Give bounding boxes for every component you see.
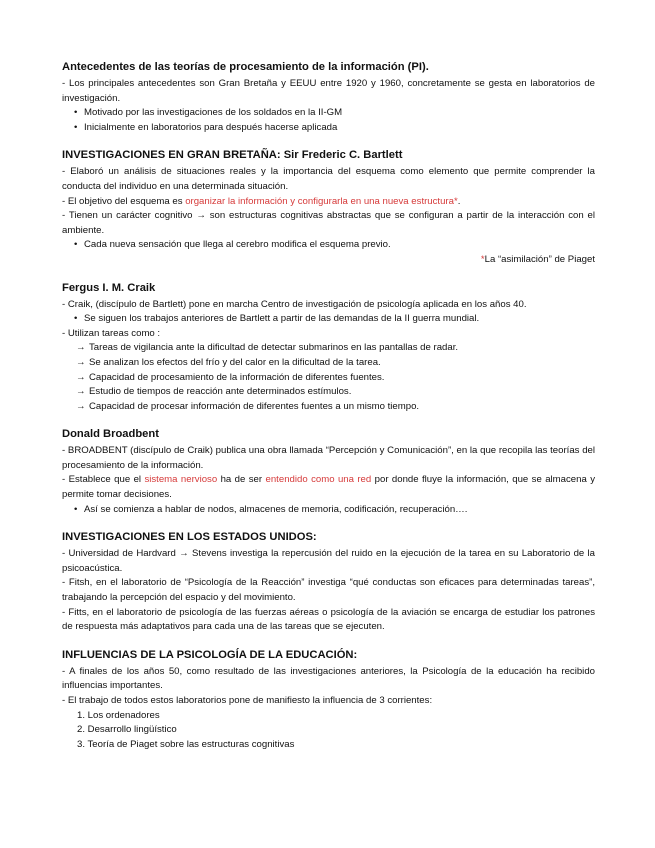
section-educacion — [62, 648, 595, 753]
section-title: INVESTIGACIONES EN GRAN BRETAÑA: Sir Frederic C. Bartlett — [62, 149, 403, 162]
section-estados-unidos — [62, 530, 595, 635]
arrow-icon: → — [76, 356, 86, 368]
bullet-item: • Motivado por las investigaciones de los soldados en la II-GM — [74, 106, 595, 121]
arrow-icon: → — [76, 371, 86, 383]
numbered-item: 2. Desarrollo lingüístico — [77, 724, 177, 736]
section-title: Antecedentes de las teorías de procesamiento de la información (PI). — [62, 61, 429, 73]
footnote: *La “asimilación” de Piaget — [480, 253, 595, 265]
arrow-item: → Capacidad de procesamiento de la información de diferentes fuentes. — [76, 371, 595, 386]
section-gran-bretana — [62, 148, 595, 267]
highlight-text: organizar la información y configurarla en una nueva estructura* — [185, 195, 458, 207]
bullet-list — [62, 312, 595, 327]
paragraph: - Universidad de Hardvard → Stevens investiga la repercusión del ruido en la ejecución de la tarea en su Laboratorio de la psicoacústica. — [62, 548, 595, 574]
paragraph: - Utilizan tareas como : — [62, 327, 161, 339]
bullet-item: • Cada nueva sensación que llega al cerebro modifica el esquema previo. — [74, 238, 595, 253]
arrow-icon: → — [76, 400, 86, 412]
bullet-list — [62, 503, 595, 518]
arrow-list — [62, 341, 595, 414]
paragraph: - El objetivo del esquema es organizar la información y configurarla en una nueva estructura*. — [62, 195, 461, 207]
paragraph: - Elaboró un análisis de situaciones reales y la importancia del esquema como elemento que permite comprender la conducta del individuo en una determinada situación. — [62, 166, 595, 192]
arrow-item: → Se analizan los efectos del frío y del calor en la dificultad de la tarea. — [76, 356, 595, 371]
section-antecedentes — [62, 60, 595, 135]
footnote-star: * — [480, 253, 485, 265]
numbered-item: 3. Teoría de Piaget sobre las estructuras cognitivas — [77, 738, 295, 750]
paragraph: - Establece que el sistema nervioso ha de ser entendido como una red por donde fluye la información, que se almacena y permite tomar decisiones. — [62, 474, 595, 501]
arrow-icon: → — [76, 386, 86, 398]
section-title: INVESTIGACIONES EN LOS ESTADOS UNIDOS: — [62, 531, 317, 544]
paragraph: - Los principales antecedentes son Gran Bretaña y EEUU entre 1920 y 1960, concretamente se gesta en laboratorios de investigación. — [62, 78, 595, 104]
document-page — [62, 60, 595, 765]
section-broadbent — [62, 427, 595, 517]
section-title: INFLUENCIAS DE LA PSICOLOGÍA DE LA EDUCACIÓN: — [62, 648, 358, 661]
paragraph: - A finales de los años 50, como resultado de las investigaciones anteriores, la Psicología de la educación ha recibido influencias importantes. — [62, 665, 595, 692]
bullet-item: • Se siguen los trabajos anteriores de Bartlett a partir de las demandas de la II guerra mundial. — [74, 312, 595, 327]
paragraph: - Fitsh, en el laboratorio de “Psicología de la Reacción” investiga “qué conductas son eficaces para determinadas tareas”, trabajando la percepción del espacio y del movimiento. — [62, 577, 595, 604]
bullet-item: • Así se comienza a hablar de nodos, almacenes de memoria, codificación, recuperación…. — [74, 503, 595, 518]
paragraph: - BROADBENT (discípulo de Craik) publica una obra llamada “Percepción y Comunicación”, en la que recopila las teorías del procesamiento de la información. — [62, 445, 595, 471]
section-title: Donald Broadbent — [62, 428, 159, 441]
bullet-list — [62, 106, 595, 135]
section-title: Fergus I. M. Craik — [62, 281, 156, 294]
numbered-item: 1. Los ordenadores — [77, 709, 160, 721]
highlight-text: entendido como una red — [265, 474, 372, 486]
arrow-item: → Tareas de vigilancia ante la dificultad de detectar submarinos en las pantallas de radar. — [76, 341, 595, 356]
numbered-list — [62, 709, 595, 753]
arrow-item: → Estudio de tiempos de reacción ante determinados estímulos. — [76, 385, 595, 400]
paragraph: - Craik, (discípulo de Bartlett) pone en marcha Centro de investigación de psicología aplicada en los años 40. — [62, 298, 527, 310]
paragraph: - Fitts, en el laboratorio de psicología de las fuerzas aéreas o psicología de la aviación se encarga de estudiar los patrones de respuesta más adaptativos para cada una de las tareas que se ejecuten. — [62, 606, 595, 633]
arrow-item: → Capacidad de procesar información de diferentes fuentes a un mismo tiempo. — [76, 400, 595, 415]
paragraph: - El trabajo de todos estos laboratorios pone de manifiesto la influencia de 3 corrientes: — [62, 695, 433, 706]
section-craik — [62, 281, 595, 415]
arrow-icon: → — [76, 342, 86, 354]
paragraph: - Tienen un carácter cognitivo → son estructuras cognitivas abstractas que se configuran a partir de la interacción con el ambiente. — [62, 210, 595, 236]
highlight-text: sistema nervioso — [144, 474, 218, 486]
bullet-item: • Inicialmente en laboratorios para después hacerse aplicada — [74, 121, 595, 136]
bullet-list — [62, 238, 595, 253]
